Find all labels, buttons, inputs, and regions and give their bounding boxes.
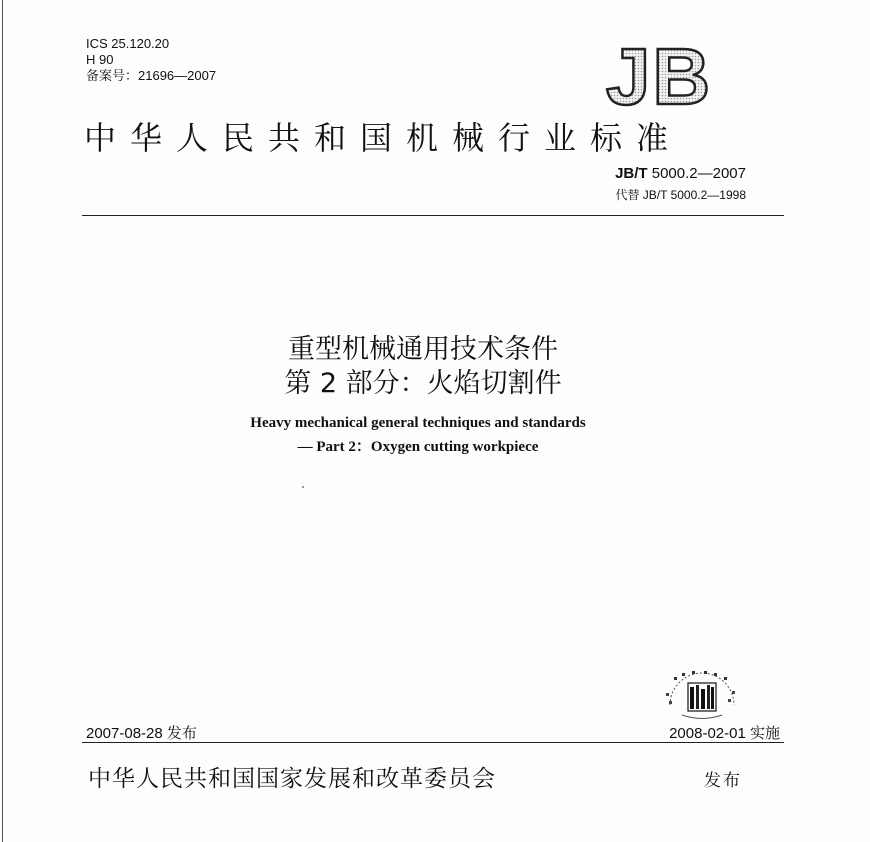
chinese-title-line-1: 重型机械通用技术条件 xyxy=(288,334,558,365)
publisher-seal-emblem xyxy=(660,665,744,723)
chinese-title-line-2: 第 2 部分：火焰切割件 xyxy=(284,368,562,399)
publisher-name: 中华人民共和国国家发展和改革委员会 xyxy=(88,766,496,792)
record-number: 备案号：21696—2007 xyxy=(86,68,217,83)
header-divider xyxy=(82,215,784,216)
english-title-line-2: — Part 2：Oxygen cutting workpiece xyxy=(297,439,539,455)
english-title-line-1: Heavy mechanical general techniques and standards xyxy=(250,415,586,431)
classification-code: H 90 xyxy=(86,52,114,67)
jb-logo-text: JB xyxy=(605,40,713,112)
standard-number xyxy=(615,165,746,182)
implementation-date: 2008-02-01 实施 xyxy=(669,725,780,742)
standard-category-title: 中华人民共和国机械行业标准 xyxy=(84,119,683,157)
issue-date: 2007-08-28 发布 xyxy=(86,725,197,742)
jb-logo xyxy=(580,40,738,112)
standard-number-suffix: 5000.2—2007 xyxy=(647,165,746,182)
footer-divider xyxy=(82,742,784,743)
scan-speck xyxy=(302,486,304,488)
publisher-suffix: 发布 xyxy=(704,771,742,791)
replaces-standard: 代替 JB/T 5000.2—1998 xyxy=(615,188,746,202)
standard-number-prefix: JB/T xyxy=(615,165,648,182)
ics-code: ICS 25.120.20 xyxy=(86,36,170,51)
